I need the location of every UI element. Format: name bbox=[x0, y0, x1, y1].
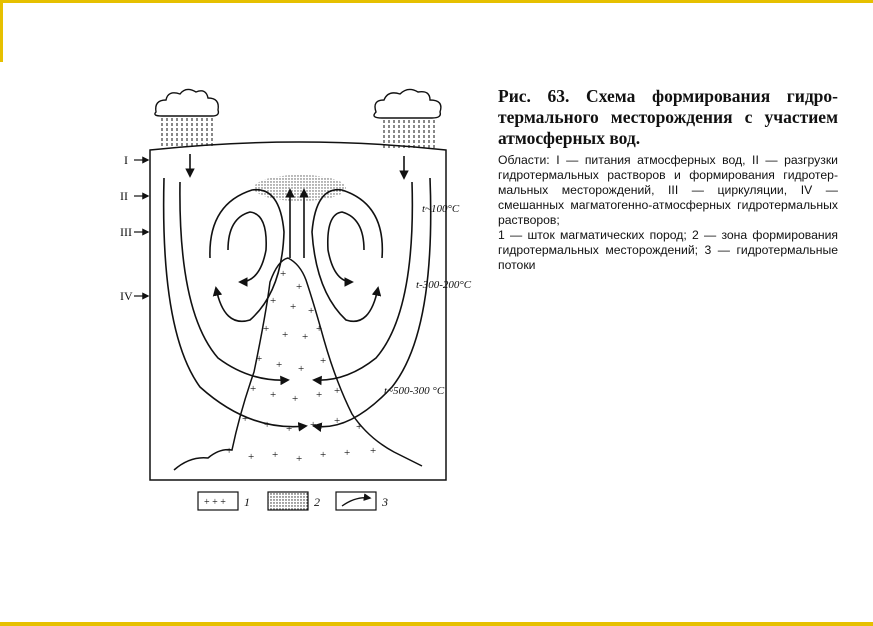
rain-right-icon bbox=[384, 120, 434, 148]
legend-label-1: 1 bbox=[244, 495, 250, 509]
rain-left-icon bbox=[162, 118, 212, 146]
svg-text:+: + bbox=[280, 268, 287, 280]
zone-label-ii: II bbox=[120, 189, 128, 203]
svg-text:+: + bbox=[242, 413, 249, 425]
svg-text:+: + bbox=[302, 331, 309, 343]
svg-text:+: + bbox=[226, 445, 233, 457]
zone-label-iv: IV bbox=[120, 289, 133, 303]
cloud-left-icon bbox=[155, 89, 219, 116]
svg-text:+: + bbox=[320, 355, 327, 367]
caption-areas-text: Области: I — питания атмосферных вод, II — разгрузки гидротермальных растворов и формирования гидротермальных месторождений, III — циркуляции, IV — смешанных магматогенно-атмосферных гидротермальных растворов; bbox=[498, 153, 838, 227]
svg-text:+: + bbox=[290, 301, 297, 313]
legend-label-2: 2 bbox=[314, 495, 320, 509]
temperature-label-1: t~100°C bbox=[422, 203, 460, 215]
svg-text:+: + bbox=[334, 385, 341, 397]
zone-markers bbox=[134, 160, 148, 296]
legend bbox=[198, 492, 388, 510]
left-accent-bar bbox=[0, 0, 3, 62]
bottom-accent-bar bbox=[0, 622, 873, 626]
svg-text:+: + bbox=[316, 323, 323, 335]
legend-swatch-flow bbox=[336, 492, 376, 510]
zone-label-i: I bbox=[124, 153, 128, 167]
svg-text:+: + bbox=[263, 323, 270, 335]
stock-plus-signs bbox=[226, 268, 376, 465]
figure-caption-title: Рис. 63. Схема формирования гидротермального месторождения с участием атмосферных вод. bbox=[498, 86, 838, 148]
cloud-right-icon bbox=[374, 89, 441, 118]
svg-text:+: + bbox=[282, 329, 289, 341]
svg-text:+: + bbox=[308, 305, 315, 317]
svg-text:+: + bbox=[296, 281, 303, 293]
svg-text:+: + bbox=[270, 389, 277, 401]
temperature-label-3: t~500-300 °C bbox=[384, 385, 445, 397]
svg-text:+: + bbox=[270, 295, 277, 307]
svg-text:+: + bbox=[256, 353, 263, 365]
hydrothermal-scheme-diagram bbox=[120, 82, 480, 522]
svg-text:+: + bbox=[286, 423, 293, 435]
svg-text:+: + bbox=[356, 421, 363, 433]
svg-text:+ + +: + + + bbox=[204, 497, 226, 508]
svg-text:+: + bbox=[370, 445, 377, 457]
svg-text:+: + bbox=[296, 453, 303, 465]
svg-text:+: + bbox=[344, 447, 351, 459]
svg-text:+: + bbox=[310, 419, 317, 431]
legend-swatch-zone bbox=[268, 492, 308, 510]
svg-text:+: + bbox=[320, 449, 327, 461]
legend-label-3: 3 bbox=[382, 495, 388, 509]
deposit-formation-zone bbox=[254, 175, 346, 201]
svg-text:+: + bbox=[292, 393, 299, 405]
svg-text:+: + bbox=[276, 359, 283, 371]
svg-text:+: + bbox=[298, 363, 305, 375]
svg-text:+: + bbox=[250, 383, 257, 395]
svg-text:+: + bbox=[316, 389, 323, 401]
svg-text:+: + bbox=[272, 449, 279, 461]
top-accent-bar bbox=[0, 0, 873, 3]
temperature-label-2: t-300-200°C bbox=[416, 279, 472, 291]
svg-text:+: + bbox=[264, 419, 271, 431]
svg-text:+: + bbox=[248, 451, 255, 463]
figure-caption-body bbox=[498, 153, 838, 273]
svg-text:+: + bbox=[334, 415, 341, 427]
caption-legend-text: 1 — шток магматических пород; 2 — зона формирования гидротермальных месторождений; 3 — гидротермальные потоки bbox=[498, 228, 838, 272]
zone-label-iii: III bbox=[120, 225, 132, 239]
